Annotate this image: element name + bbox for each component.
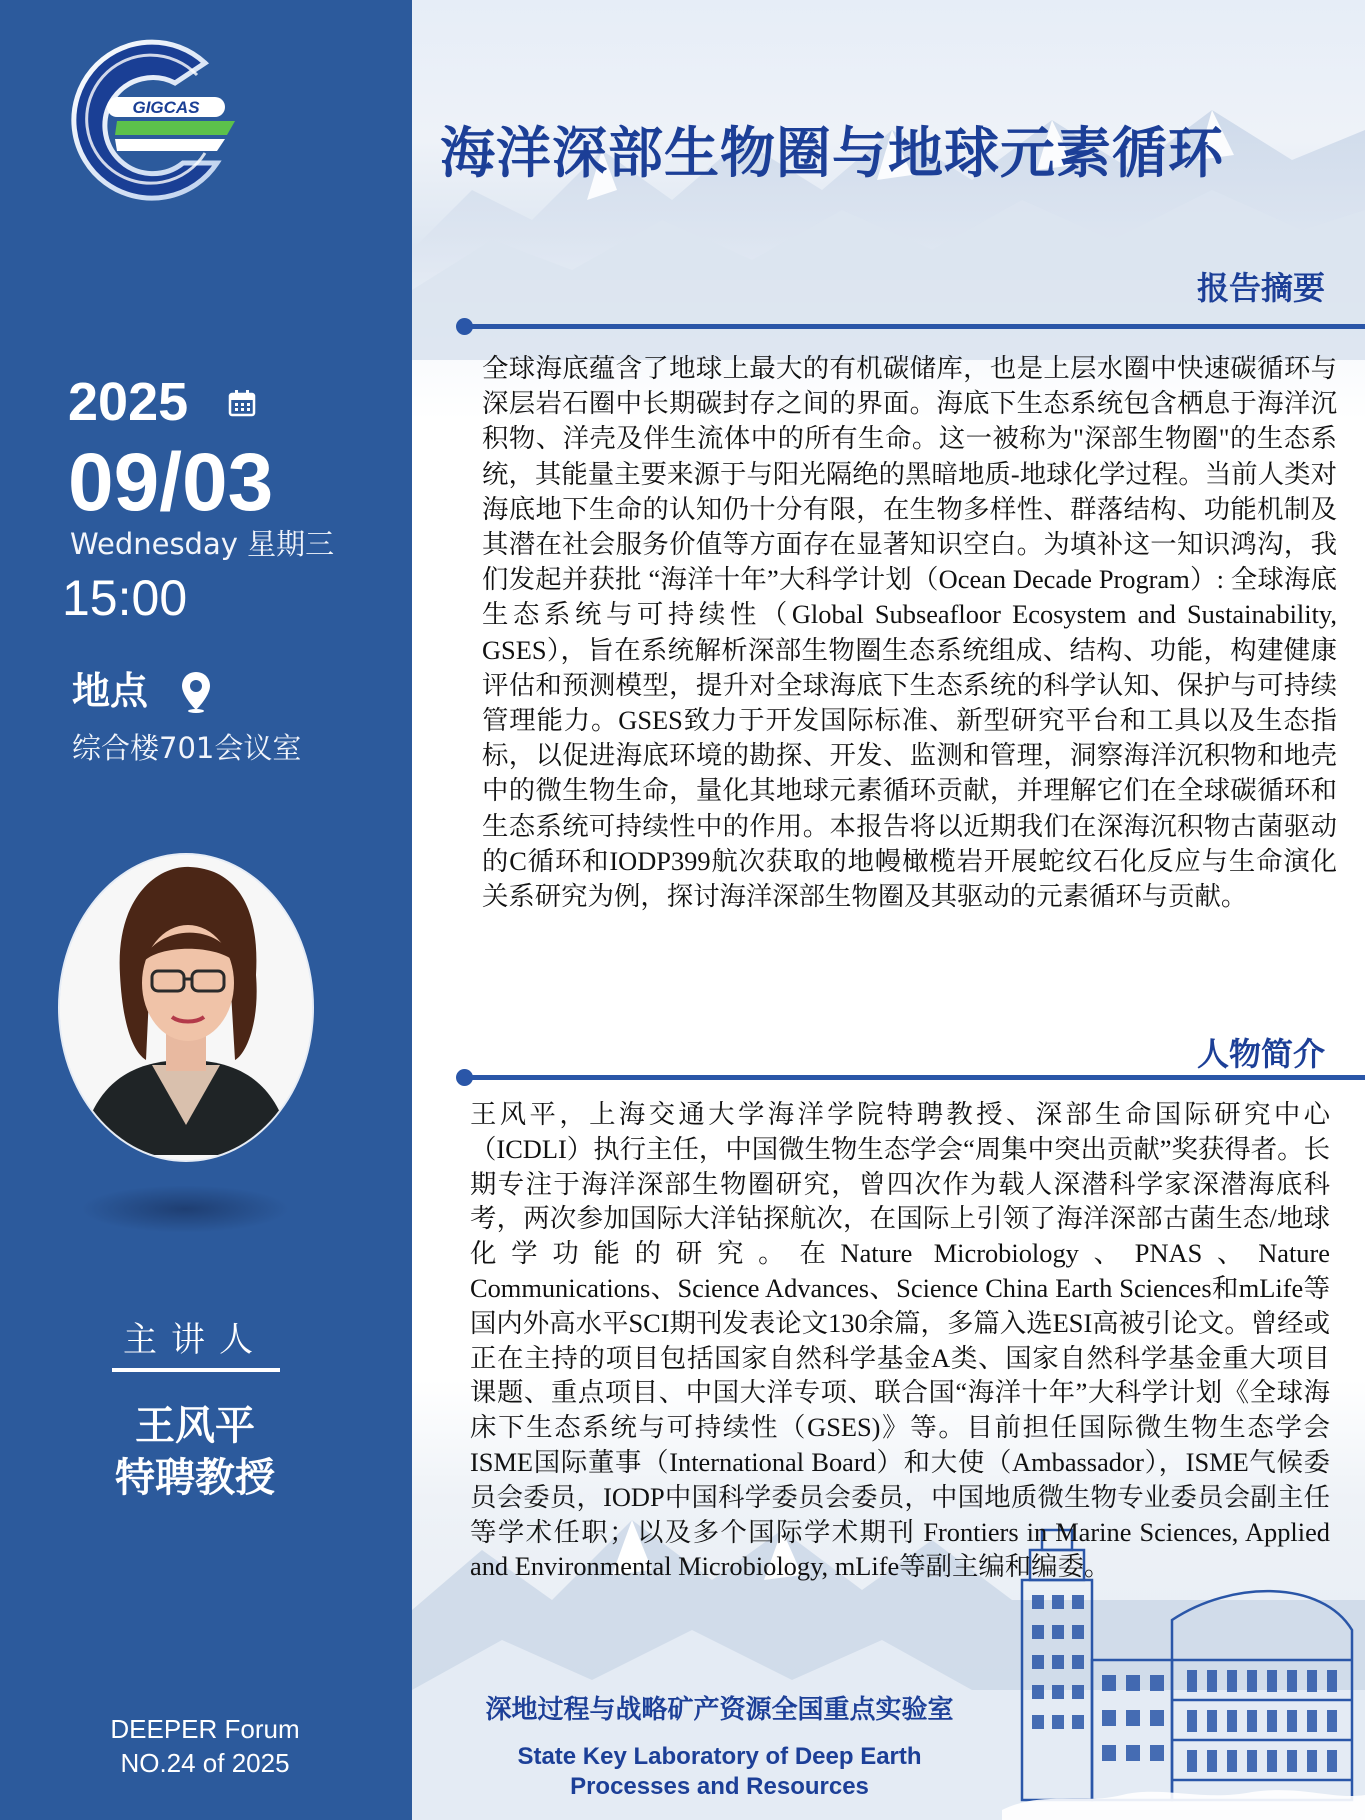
gigcas-logo xyxy=(55,35,245,205)
map-pin-icon xyxy=(180,670,212,714)
event-time: 15:00 xyxy=(62,570,188,626)
photo-shadow xyxy=(80,1185,290,1233)
event-weekday: Wednesday 星期三 xyxy=(70,527,335,561)
abstract-divider xyxy=(462,324,1365,329)
abstract-divider-dot xyxy=(456,318,473,335)
lab-name-en-line2: Processes and Resources xyxy=(570,1773,869,1800)
abstract-heading: 报告摘要 xyxy=(1196,269,1325,307)
event-year: 2025 xyxy=(68,372,189,432)
sidebar xyxy=(0,0,412,1820)
forum-name: DEEPER Forum xyxy=(110,1714,300,1744)
lab-name-en xyxy=(472,1742,967,1802)
location-value: 综合楼701会议室 xyxy=(72,731,302,765)
bio-divider xyxy=(462,1075,1365,1080)
forum-info xyxy=(60,1712,350,1780)
bio-text: 王风平，上海交通大学海洋学院特聘教授、深部生命国际研究中心（ICDLI）执行主任，中国微生物生态学会“周集中突出贡献”奖获得者。长期专注于海洋深部生物圈研究，曾四次作为载人深潜科学家深潜海底科考，两次参加国际大洋钻探航次，在国际上引领了海洋深部古菌生态/地球化学功能的研究。在Nature Microbiology、PNAS、Nature Communications、Science Advances、Science China Earth Sciences和mLife等国内外高水平SCI期刊发表论文130余篇，多篇入选ESI高被引论文。曾经或正在主持的项目包括国家自然科学基金A类、国家自然科学基金重大项目课题、重点项目、中国大洋专项、联合国“海洋十年”大科学计划《全球海床下生态系统与可持续性（GSES)》等。目前担任国际微生物生态学会ISME国际董事（International Board）和大使（Ambassador），ISME气候委员会委员，IODP中国科学委员会委员，中国地质微生物专业委员会副主任等学术任职；以及多个国际学术期刊 Frontiers in Marine Sciences, Applied and Environmental Microbiology, mLife等副主编和编委。 xyxy=(470,1099,1330,1582)
location-label: 地点 xyxy=(72,669,149,713)
speaker-photo xyxy=(58,853,314,1162)
calendar-icon xyxy=(227,388,257,418)
main-content xyxy=(412,0,1365,1820)
lab-name-en-line1: State Key Laboratory of Deep Earth xyxy=(517,1743,922,1770)
forum-number: NO.24 of 2025 xyxy=(120,1748,290,1778)
event-date: 09/03 xyxy=(68,437,274,528)
speaker-divider xyxy=(112,1368,280,1372)
bio-heading: 人物简介 xyxy=(1196,1035,1325,1073)
speaker-title: 特聘教授 xyxy=(115,1455,275,1501)
speaker-label: 主讲人 xyxy=(123,1320,267,1360)
speaker-name: 王风平 xyxy=(135,1403,255,1449)
page-title: 海洋深部生物圈与地球元素循环 xyxy=(440,121,1225,185)
bio-divider-dot xyxy=(456,1069,473,1086)
lab-name-cn: 深地过程与战略矿产资源全国重点实验室 xyxy=(485,1695,954,1724)
logo-text: GIGCAS xyxy=(132,98,200,117)
abstract-text: 全球海底蕴含了地球上最大的有机碳储库，也是上层水圈中快速碳循环与深层岩石圈中长期碳封存之间的界面。海底下生态系统包含栖息于海洋沉积物、洋壳及伴生流体中的所有生命。这一被称为"深部生物圈"的生态系统，其能量主要来源于与阳光隔绝的黑暗地质-地球化学过程。当前人类对海底地下生命的认知仍十分有限，在生物多样性、群落结构、功能机制及其潜在社会服务价值等方面存在显著知识空白。为填补这一知识鸿沟，我们发起并获批 “海洋十年”大科学计划（Ocean Decade Program）: 全球海底生态系统与可持续性（Global Subseafloor Ecosystem and Sustainability, GSES），旨在系统解析深部生物圈生态系统组成、结构、功能，构建健康评估和预测模型，提升对全球海底下生态系统的科学认知、保护与可持续管理能力。GSES致力于开发国际标准、新型研究平台和工具以及生态指标，以促进海底环境的勘探、开发、监测和管理，洞察海洋沉积物和地壳中的微生物生命，量化其地球元素循环贡献，并理解它们在全球碳循环和生态系统可持续性中的作用。本报告将以近期我们在深海沉积物古菌驱动的C循环和IODP399航次获取的地幔橄榄岩开展蛇纹石化反应与生命演化关系研究为例，探讨海洋深部生物圈及其驱动的元素循环与贡献。 xyxy=(482,353,1337,912)
